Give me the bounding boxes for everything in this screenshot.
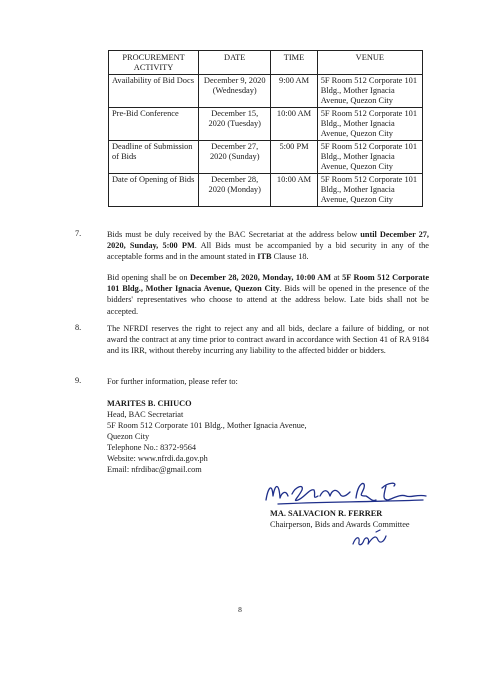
item-8-number: 8. (75, 323, 82, 332)
cell-time: 9:00 AM (271, 75, 317, 108)
handwritten-signature (258, 472, 433, 510)
contact-title: Head, BAC Secretariat (107, 410, 184, 419)
cell-time: 10:00 AM (271, 174, 317, 207)
contact-website: Website: www.nfrdi.da.gov.ph (107, 454, 208, 463)
cell-time: 5:00 PM (271, 141, 317, 174)
header-venue: VENUE (317, 51, 422, 75)
signatory-position: Chairperson, Bids and Awards Committee (270, 520, 410, 529)
cell-venue: 5F Room 512 Corporate 101 Bldg., Mother Ignacia Avenue, Quezon City (317, 108, 422, 141)
cell-activity: Date of Opening of Bids (109, 174, 199, 207)
opening-venue-emphasis: 5F Room 512 Corporate 101 Bldg., Mother Ignacia Avenue, Quezon City (107, 273, 430, 294)
text-run: . Bids will be opened in the presence of the bidders' representatives who choose to attend at the address below. Late bids shall not be accepted. (107, 284, 429, 316)
table-row (109, 108, 423, 141)
table-header-row (109, 51, 423, 75)
header-time: TIME (271, 51, 317, 75)
table-row (109, 141, 423, 174)
cell-date: December 27, 2020 (Sunday) (199, 141, 271, 174)
procurement-schedule-table (108, 50, 423, 207)
contact-email: Email: nfrdibac@gmail.com (107, 465, 202, 474)
cell-venue: 5F Room 512 Corporate 101 Bldg., Mother Ignacia Avenue, Quezon City (317, 174, 422, 207)
opening-date-emphasis: December 28, 2020, Monday, 10:00 AM (189, 273, 332, 282)
contact-address-line-1: 5F Room 512 Corporate 101 Bldg., Mother Ignacia Avenue, (107, 421, 307, 430)
handwritten-initials (350, 528, 390, 550)
cell-date: December 15, 2020 (Tuesday) (199, 108, 271, 141)
contact-name: MARITES B. CHIUCO (107, 399, 192, 408)
cell-time: 10:00 AM (271, 108, 317, 141)
page-number: 8 (238, 605, 242, 614)
header-date: DATE (199, 51, 271, 75)
contact-phone: Telephone No.: 8372-9564 (107, 443, 197, 452)
table-row (109, 174, 423, 207)
contact-block (107, 398, 307, 475)
item-9-number: 9. (75, 376, 82, 385)
cell-venue: 5F Room 512 Corporate 101 Bldg., Mother Ignacia Avenue, Quezon City (317, 75, 422, 108)
item-7-paragraph-2 (107, 272, 429, 317)
cell-date: December 9, 2020 (Wednesday) (199, 75, 271, 108)
item-8-paragraph: The NFRDI reserves the right to reject any and all bids, declare a failure of bidding, or not award the contract at any time prior to contract award in accordance with Section 41 of RA 9184 and its IRR, without thereby incurring any liability to the affected bidder or bidders. (107, 324, 429, 356)
text-run: Bid opening shall be on (107, 273, 190, 282)
item-7-number: 7. (75, 229, 82, 238)
cell-date: December 28, 2020 (Monday) (199, 174, 271, 207)
itb-emphasis: ITB (257, 252, 272, 262)
signatory-name: MA. SALVACION R. FERRER (270, 509, 383, 518)
cell-activity: Pre-Bid Conference (109, 108, 199, 141)
item-9-paragraph: For further information, please refer to: (107, 377, 238, 386)
cell-activity: Deadline of Submission of Bids (109, 141, 199, 174)
text-run: . All Bids must be accompanied by a bid security in any of the acceptable forms and in the amount stated in (107, 241, 429, 262)
cell-activity: Availability of Bid Docs (109, 75, 199, 108)
text-run: at (331, 273, 343, 282)
signatory-block (270, 508, 410, 530)
table-row (109, 75, 423, 108)
contact-address-line-2: Quezon City (107, 432, 150, 441)
header-activity: PROCUREMENT ACTIVITY (109, 51, 199, 75)
cell-venue: 5F Room 512 Corporate 101 Bldg., Mother Ignacia Avenue, Quezon City (317, 141, 422, 174)
item-7-paragraph-1 (107, 229, 429, 263)
deadline-emphasis: until December 27, 2020, Sunday, 5:00 PM (107, 230, 429, 251)
text-run: Bids must be duly received by the BAC Secretariat at the address below (107, 230, 361, 239)
text-run: Clause 18. (271, 252, 309, 262)
